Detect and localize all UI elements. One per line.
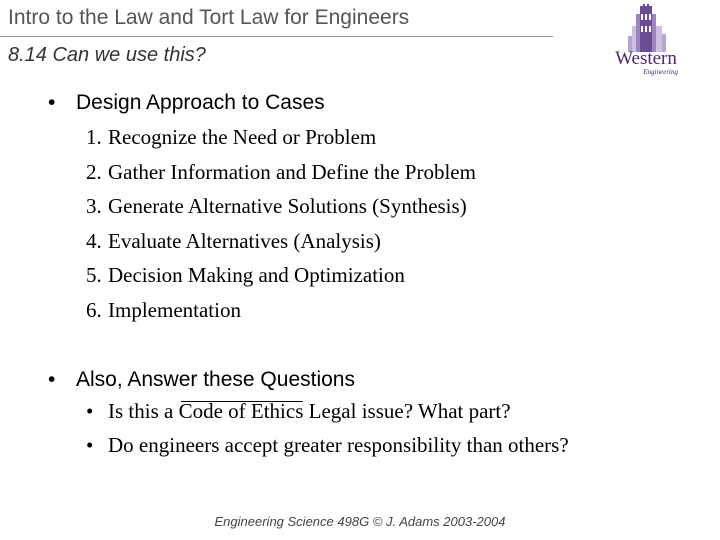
logo-wordmark: Western xyxy=(615,48,677,69)
sub-bullet-marker: • xyxy=(86,399,94,423)
bullet-design-approach xyxy=(48,91,325,115)
slide-title: Intro to the Law and Tort Law for Engineers xyxy=(8,6,410,29)
logo-subtext: Engineering xyxy=(643,68,678,76)
question-text-start: Is this a xyxy=(108,399,174,423)
tower-icon xyxy=(610,4,682,52)
list-item xyxy=(86,295,476,330)
step-number: 3. xyxy=(86,194,102,219)
step-text: Implementation xyxy=(108,297,241,322)
step-text: Generate Alternative Solutions (Synthesis) xyxy=(108,194,467,219)
step-text: Decision Making and Optimization xyxy=(108,263,405,288)
strikethrough-line xyxy=(181,401,304,402)
question-text-end: Legal issue? What part? xyxy=(308,399,511,423)
header-divider xyxy=(0,36,553,37)
step-number: 5. xyxy=(86,263,102,288)
step-number: 2. xyxy=(86,159,102,184)
bullet-heading: Design Approach to Cases xyxy=(76,91,325,114)
western-engineering-logo xyxy=(610,4,682,78)
struck-text: Code of Ethics xyxy=(178,399,304,423)
bullet-marker: • xyxy=(48,91,56,114)
step-text: Recognize the Need or Problem xyxy=(108,125,377,149)
list-item xyxy=(86,260,476,295)
bullet-questions xyxy=(48,368,355,392)
design-steps-list xyxy=(86,122,476,330)
slide-footer: Engineering Science 498G © J. Adams 2003-2004 xyxy=(214,514,506,529)
list-item xyxy=(86,191,476,226)
step-number: 1. xyxy=(86,125,102,149)
sub-bullet-marker: • xyxy=(86,433,94,457)
list-item xyxy=(86,226,476,261)
slide-subtitle: 8.14 Can we use this? xyxy=(8,44,206,66)
bullet-heading: Also, Answer these Questions xyxy=(76,368,355,391)
list-item xyxy=(86,157,476,192)
question-text: Do engineers accept greater responsibility than others? xyxy=(108,433,569,457)
step-text: Gather Information and Define the Problem xyxy=(108,159,476,184)
step-number: 4. xyxy=(86,228,102,253)
bullet-marker: • xyxy=(48,368,56,391)
list-item xyxy=(86,122,476,157)
list-item xyxy=(86,396,569,430)
questions-list xyxy=(86,396,569,464)
step-text: Evaluate Alternatives (Analysis) xyxy=(108,228,381,253)
list-item xyxy=(86,430,569,464)
step-number: 6. xyxy=(86,297,102,322)
